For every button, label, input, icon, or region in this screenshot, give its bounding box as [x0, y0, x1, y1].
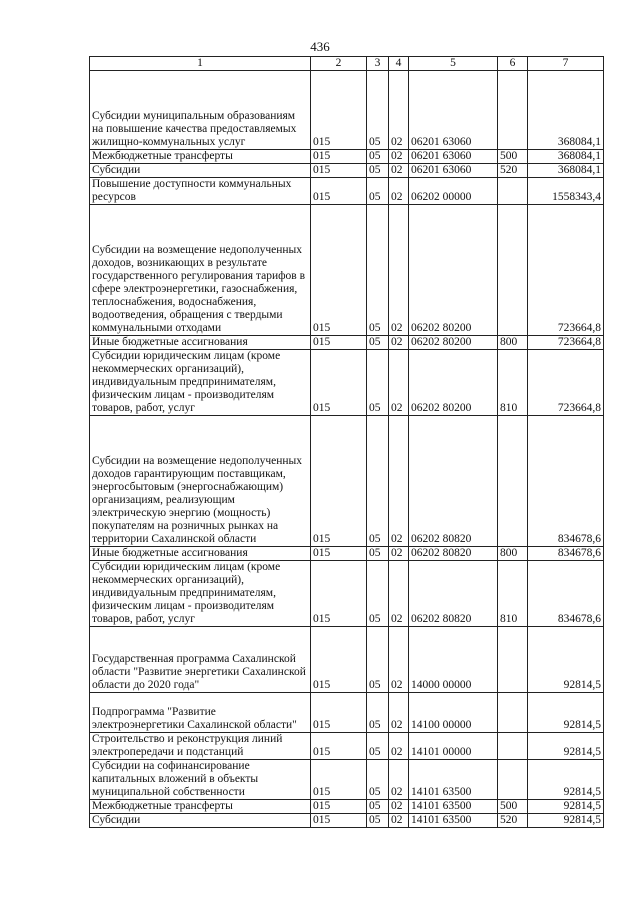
target-article-cell: 06201 63060 [409, 150, 498, 164]
section-cell: 05 [367, 800, 389, 814]
target-article-cell: 14101 63500 [409, 760, 498, 800]
row-name-cell: Строительство и реконструкция линий электропередачи и подстанций [90, 733, 311, 760]
chapter-code-cell: 015 [311, 800, 367, 814]
expense-type-cell [498, 416, 528, 547]
section-cell: 05 [367, 164, 389, 178]
column-header: 5 [409, 57, 498, 71]
target-article-cell: 14101 63500 [409, 800, 498, 814]
amount-cell: 92814,5 [528, 800, 604, 814]
expense-type-cell: 800 [498, 547, 528, 561]
expense-type-cell [498, 733, 528, 760]
expense-type-cell [498, 205, 528, 336]
chapter-code-cell: 015 [311, 178, 367, 205]
target-article-cell: 06202 80200 [409, 350, 498, 416]
subsection-cell: 02 [389, 205, 409, 336]
section-cell: 05 [367, 760, 389, 800]
amount-cell: 92814,5 [528, 814, 604, 828]
amount-cell: 834678,6 [528, 547, 604, 561]
target-article-cell: 06201 63060 [409, 164, 498, 178]
target-article-cell: 06202 80200 [409, 336, 498, 350]
chapter-code-cell: 015 [311, 205, 367, 336]
chapter-code-cell: 015 [311, 627, 367, 693]
row-name-cell: Субсидии юридическим лицам (кроме некоммерческих организаций), индивидуальным предпринимателям, физическим лицам - производителям товаров, работ, услуг [90, 561, 311, 627]
target-article-cell: 06202 80200 [409, 205, 498, 336]
table-row [90, 760, 604, 800]
table-row [90, 336, 604, 350]
target-article-cell: 06201 63060 [409, 71, 498, 150]
expense-type-cell: 500 [498, 150, 528, 164]
section-cell: 05 [367, 205, 389, 336]
amount-cell: 92814,5 [528, 760, 604, 800]
chapter-code-cell: 015 [311, 547, 367, 561]
subsection-cell: 02 [389, 627, 409, 693]
target-article-cell: 14000 00000 [409, 627, 498, 693]
target-article-cell: 14100 00000 [409, 693, 498, 733]
column-header: 7 [528, 57, 604, 71]
expense-type-cell [498, 760, 528, 800]
target-article-cell: 06202 80820 [409, 561, 498, 627]
row-name-cell: Субсидии [90, 814, 311, 828]
subsection-cell: 02 [389, 693, 409, 733]
table-row [90, 561, 604, 627]
chapter-code-cell: 015 [311, 733, 367, 760]
section-cell: 05 [367, 627, 389, 693]
target-article-cell: 14101 63500 [409, 814, 498, 828]
table-row [90, 416, 604, 547]
chapter-code-cell: 015 [311, 150, 367, 164]
subsection-cell: 02 [389, 416, 409, 547]
chapter-code-cell: 015 [311, 164, 367, 178]
column-header: 4 [389, 57, 409, 71]
row-name-cell: Субсидии [90, 164, 311, 178]
row-name-cell: Межбюджетные трансферты [90, 150, 311, 164]
chapter-code-cell: 015 [311, 71, 367, 150]
table-row [90, 693, 604, 733]
section-cell: 05 [367, 814, 389, 828]
subsection-cell: 02 [389, 547, 409, 561]
chapter-code-cell: 015 [311, 561, 367, 627]
expense-type-cell [498, 627, 528, 693]
table-header-row [90, 57, 604, 71]
row-name-cell: Государственная программа Сахалинской области "Развитие энергетики Сахалинской области до 2020 года" [90, 627, 311, 693]
amount-cell: 723664,8 [528, 350, 604, 416]
column-header: 1 [90, 57, 311, 71]
target-article-cell: 06202 00000 [409, 178, 498, 205]
table-row [90, 733, 604, 760]
table-row [90, 547, 604, 561]
table-row [90, 627, 604, 693]
target-article-cell: 06202 80820 [409, 547, 498, 561]
row-name-cell: Повышение доступности коммунальных ресурсов [90, 178, 311, 205]
expense-type-cell: 520 [498, 164, 528, 178]
expense-type-cell: 810 [498, 561, 528, 627]
row-name-cell: Субсидии муниципальным образованиям на повышение качества предоставляемых жилищно-коммунальных услуг [90, 71, 311, 150]
expense-type-cell [498, 693, 528, 733]
column-header: 6 [498, 57, 528, 71]
table-row [90, 71, 604, 150]
subsection-cell: 02 [389, 71, 409, 150]
column-header: 2 [311, 57, 367, 71]
chapter-code-cell: 015 [311, 350, 367, 416]
subsection-cell: 02 [389, 178, 409, 205]
expense-type-cell: 500 [498, 800, 528, 814]
amount-cell: 834678,6 [528, 416, 604, 547]
amount-cell: 723664,8 [528, 336, 604, 350]
section-cell: 05 [367, 547, 389, 561]
amount-cell: 92814,5 [528, 733, 604, 760]
row-name-cell: Субсидии на возмещение недополученных доходов, возникающих в результате государственного регулирования тарифов в сфере электроэнергетики, газоснабжения, теплоснабжения, водоснабжения, водоотведения, обращения с твердыми коммунальными отходами [90, 205, 311, 336]
target-article-cell: 14101 00000 [409, 733, 498, 760]
amount-cell: 723664,8 [528, 205, 604, 336]
subsection-cell: 02 [389, 760, 409, 800]
chapter-code-cell: 015 [311, 760, 367, 800]
expense-type-cell [498, 178, 528, 205]
table-row [90, 205, 604, 336]
row-name-cell: Подпрограмма "Развитие электроэнергетики Сахалинской области" [90, 693, 311, 733]
table-row [90, 814, 604, 828]
row-name-cell: Межбюджетные трансферты [90, 800, 311, 814]
table-row [90, 800, 604, 814]
expense-type-cell: 800 [498, 336, 528, 350]
page-number: 436 [310, 39, 330, 54]
row-name-cell: Иные бюджетные ассигнования [90, 336, 311, 350]
amount-cell: 368084,1 [528, 150, 604, 164]
expense-type-cell: 520 [498, 814, 528, 828]
table-row [90, 150, 604, 164]
amount-cell: 368084,1 [528, 164, 604, 178]
table-row [90, 178, 604, 205]
section-cell: 05 [367, 416, 389, 547]
chapter-code-cell: 015 [311, 416, 367, 547]
subsection-cell: 02 [389, 800, 409, 814]
amount-cell: 834678,6 [528, 561, 604, 627]
amount-cell: 92814,5 [528, 627, 604, 693]
section-cell: 05 [367, 178, 389, 205]
subsection-cell: 02 [389, 350, 409, 416]
table-row [90, 164, 604, 178]
row-name-cell: Субсидии юридическим лицам (кроме некоммерческих организаций), индивидуальным предпринимателям, физическим лицам - производителям товаров, работ, услуг [90, 350, 311, 416]
row-name-cell: Субсидии на возмещение недополученных доходов гарантирующим поставщикам, энергосбытовым (энергоснабжающим) организациям, реализующим электрическую энергию (мощность) покупателям на розничных рынках на территории Сахалинской области [90, 416, 311, 547]
expense-type-cell [498, 71, 528, 150]
table-row [90, 350, 604, 416]
section-cell: 05 [367, 693, 389, 733]
section-cell: 05 [367, 561, 389, 627]
row-name-cell: Субсидии на софинансирование капитальных вложений в объекты муниципальной собственности [90, 760, 311, 800]
column-header: 3 [367, 57, 389, 71]
amount-cell: 1558343,4 [528, 178, 604, 205]
section-cell: 05 [367, 150, 389, 164]
chapter-code-cell: 015 [311, 693, 367, 733]
subsection-cell: 02 [389, 164, 409, 178]
amount-cell: 368084,1 [528, 71, 604, 150]
expense-type-cell: 810 [498, 350, 528, 416]
amount-cell: 92814,5 [528, 693, 604, 733]
subsection-cell: 02 [389, 561, 409, 627]
row-name-cell: Иные бюджетные ассигнования [90, 547, 311, 561]
subsection-cell: 02 [389, 336, 409, 350]
section-cell: 05 [367, 733, 389, 760]
target-article-cell: 06202 80820 [409, 416, 498, 547]
section-cell: 05 [367, 71, 389, 150]
subsection-cell: 02 [389, 150, 409, 164]
chapter-code-cell: 015 [311, 336, 367, 350]
chapter-code-cell: 015 [311, 814, 367, 828]
budget-table [89, 56, 604, 828]
section-cell: 05 [367, 350, 389, 416]
section-cell: 05 [367, 336, 389, 350]
subsection-cell: 02 [389, 733, 409, 760]
subsection-cell: 02 [389, 814, 409, 828]
